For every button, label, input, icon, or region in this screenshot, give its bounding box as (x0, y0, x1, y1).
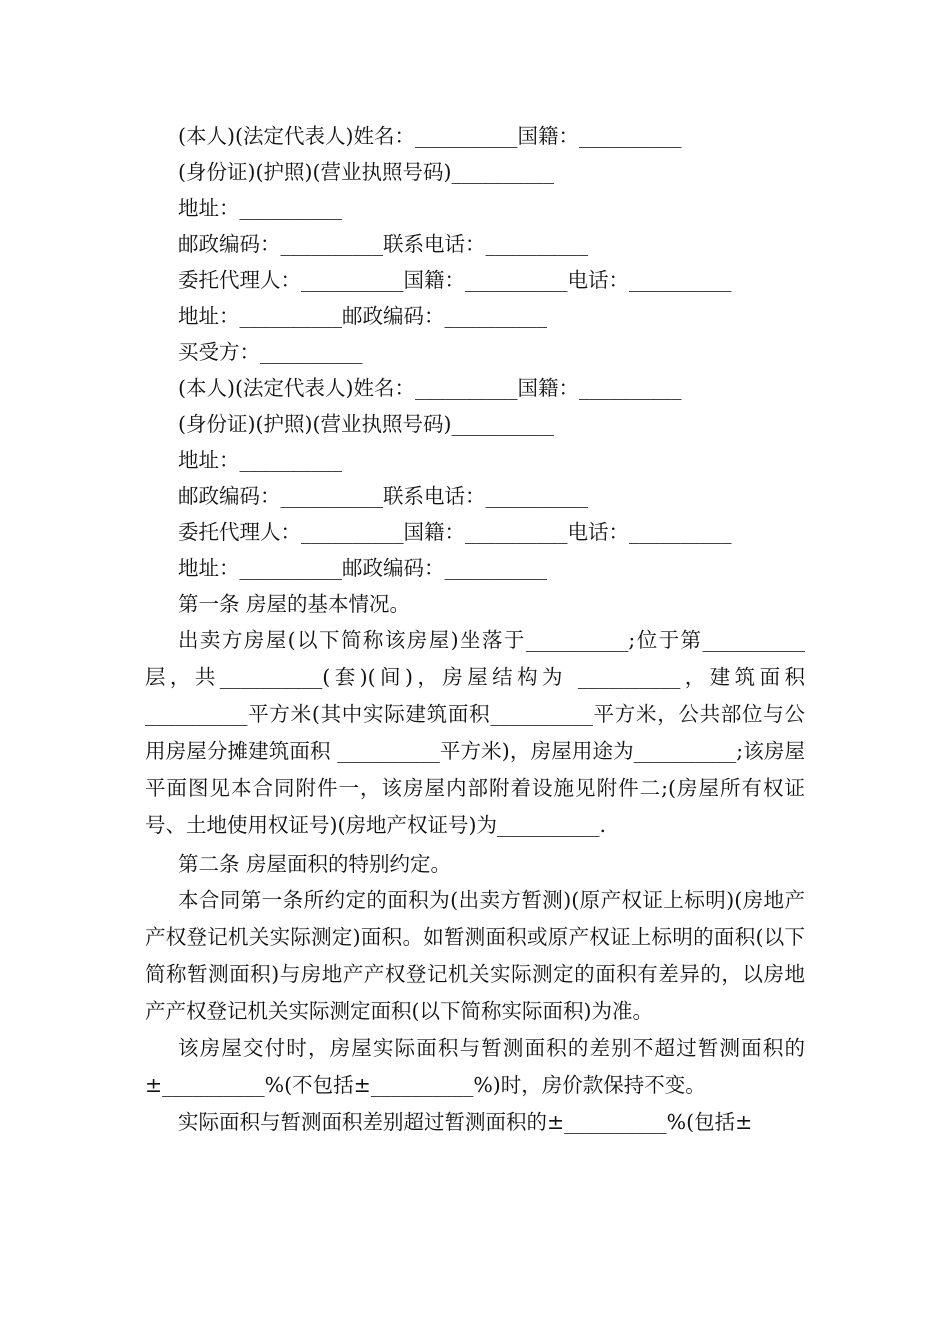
article-2-paragraph-3: 实际面积与暂测面积差别超过暂测面积的±__________%(包括± (178, 1110, 753, 1134)
buyer-agent-address-line: 地址：__________邮政编码：__________ (178, 556, 547, 580)
buyer-postcode-phone-line: 邮政编码：__________联系电话：__________ (178, 484, 588, 508)
seller-name-line: (本人)(法定代表人)姓名：__________国籍：__________ (178, 124, 682, 148)
buyer-agent-line: 委托代理人：__________国籍：__________电话：__________ (178, 520, 732, 544)
seller-postcode-phone-line: 邮政编码：__________联系电话：__________ (178, 232, 588, 256)
article-1-body: 出卖方房屋(以下简称该房屋)坐落于__________;位于第__________层，共__________(套)(间)，房屋结构为 __________，建筑面积__________平方米(其中实际建筑面积__________平方米，公共部位与公用房屋分摊建筑面积 __________平方米)，房屋用途为__________;该房屋平面图见本合同附件一，该房屋内部附着设施见附件二;(房屋所有权证号、土地使用权证号)(房地产权证号)为__________. (145, 628, 805, 837)
buyer-name-line: (本人)(法定代表人)姓名：__________国籍：__________ (178, 376, 682, 400)
seller-agent-address-line: 地址：__________邮政编码：__________ (178, 304, 547, 328)
article-2-paragraph-1: 本合同第一条所约定的面积为(出卖方暂测)(原产权证上标明)(房地产产权登记机关实际测定)面积。如暂测面积或原产权证上标明的面积(以下简称暂测面积)与房地产产权登记机关实际测定的面积有差异的，以房地产产权登记机关实际测定面积(以下简称实际面积)为准。 (145, 888, 805, 1023)
buyer-info-block (145, 334, 805, 586)
seller-agent-line: 委托代理人：__________国籍：__________电话：__________ (178, 268, 732, 292)
article-1-heading: 第一条 房屋的基本情况。 (178, 592, 411, 616)
buyer-address-line: 地址：__________ (178, 448, 342, 472)
seller-id-line: (身份证)(护照)(营业执照号码)__________ (178, 160, 554, 184)
seller-address-line: 地址：__________ (178, 196, 342, 220)
seller-info-block (145, 118, 805, 334)
article-2-heading: 第二条 房屋面积的特别约定。 (178, 852, 452, 876)
buyer-label-line: 买受方：__________ (178, 340, 363, 364)
buyer-id-line: (身份证)(护照)(营业执照号码)__________ (178, 412, 554, 436)
contract-page (145, 118, 805, 1141)
article-2-paragraph-2: 该房屋交付时，房屋实际面积与暂测面积的差别不超过暂测面积的±__________%(不包括±__________%)时，房价款保持不变。 (145, 1036, 805, 1097)
